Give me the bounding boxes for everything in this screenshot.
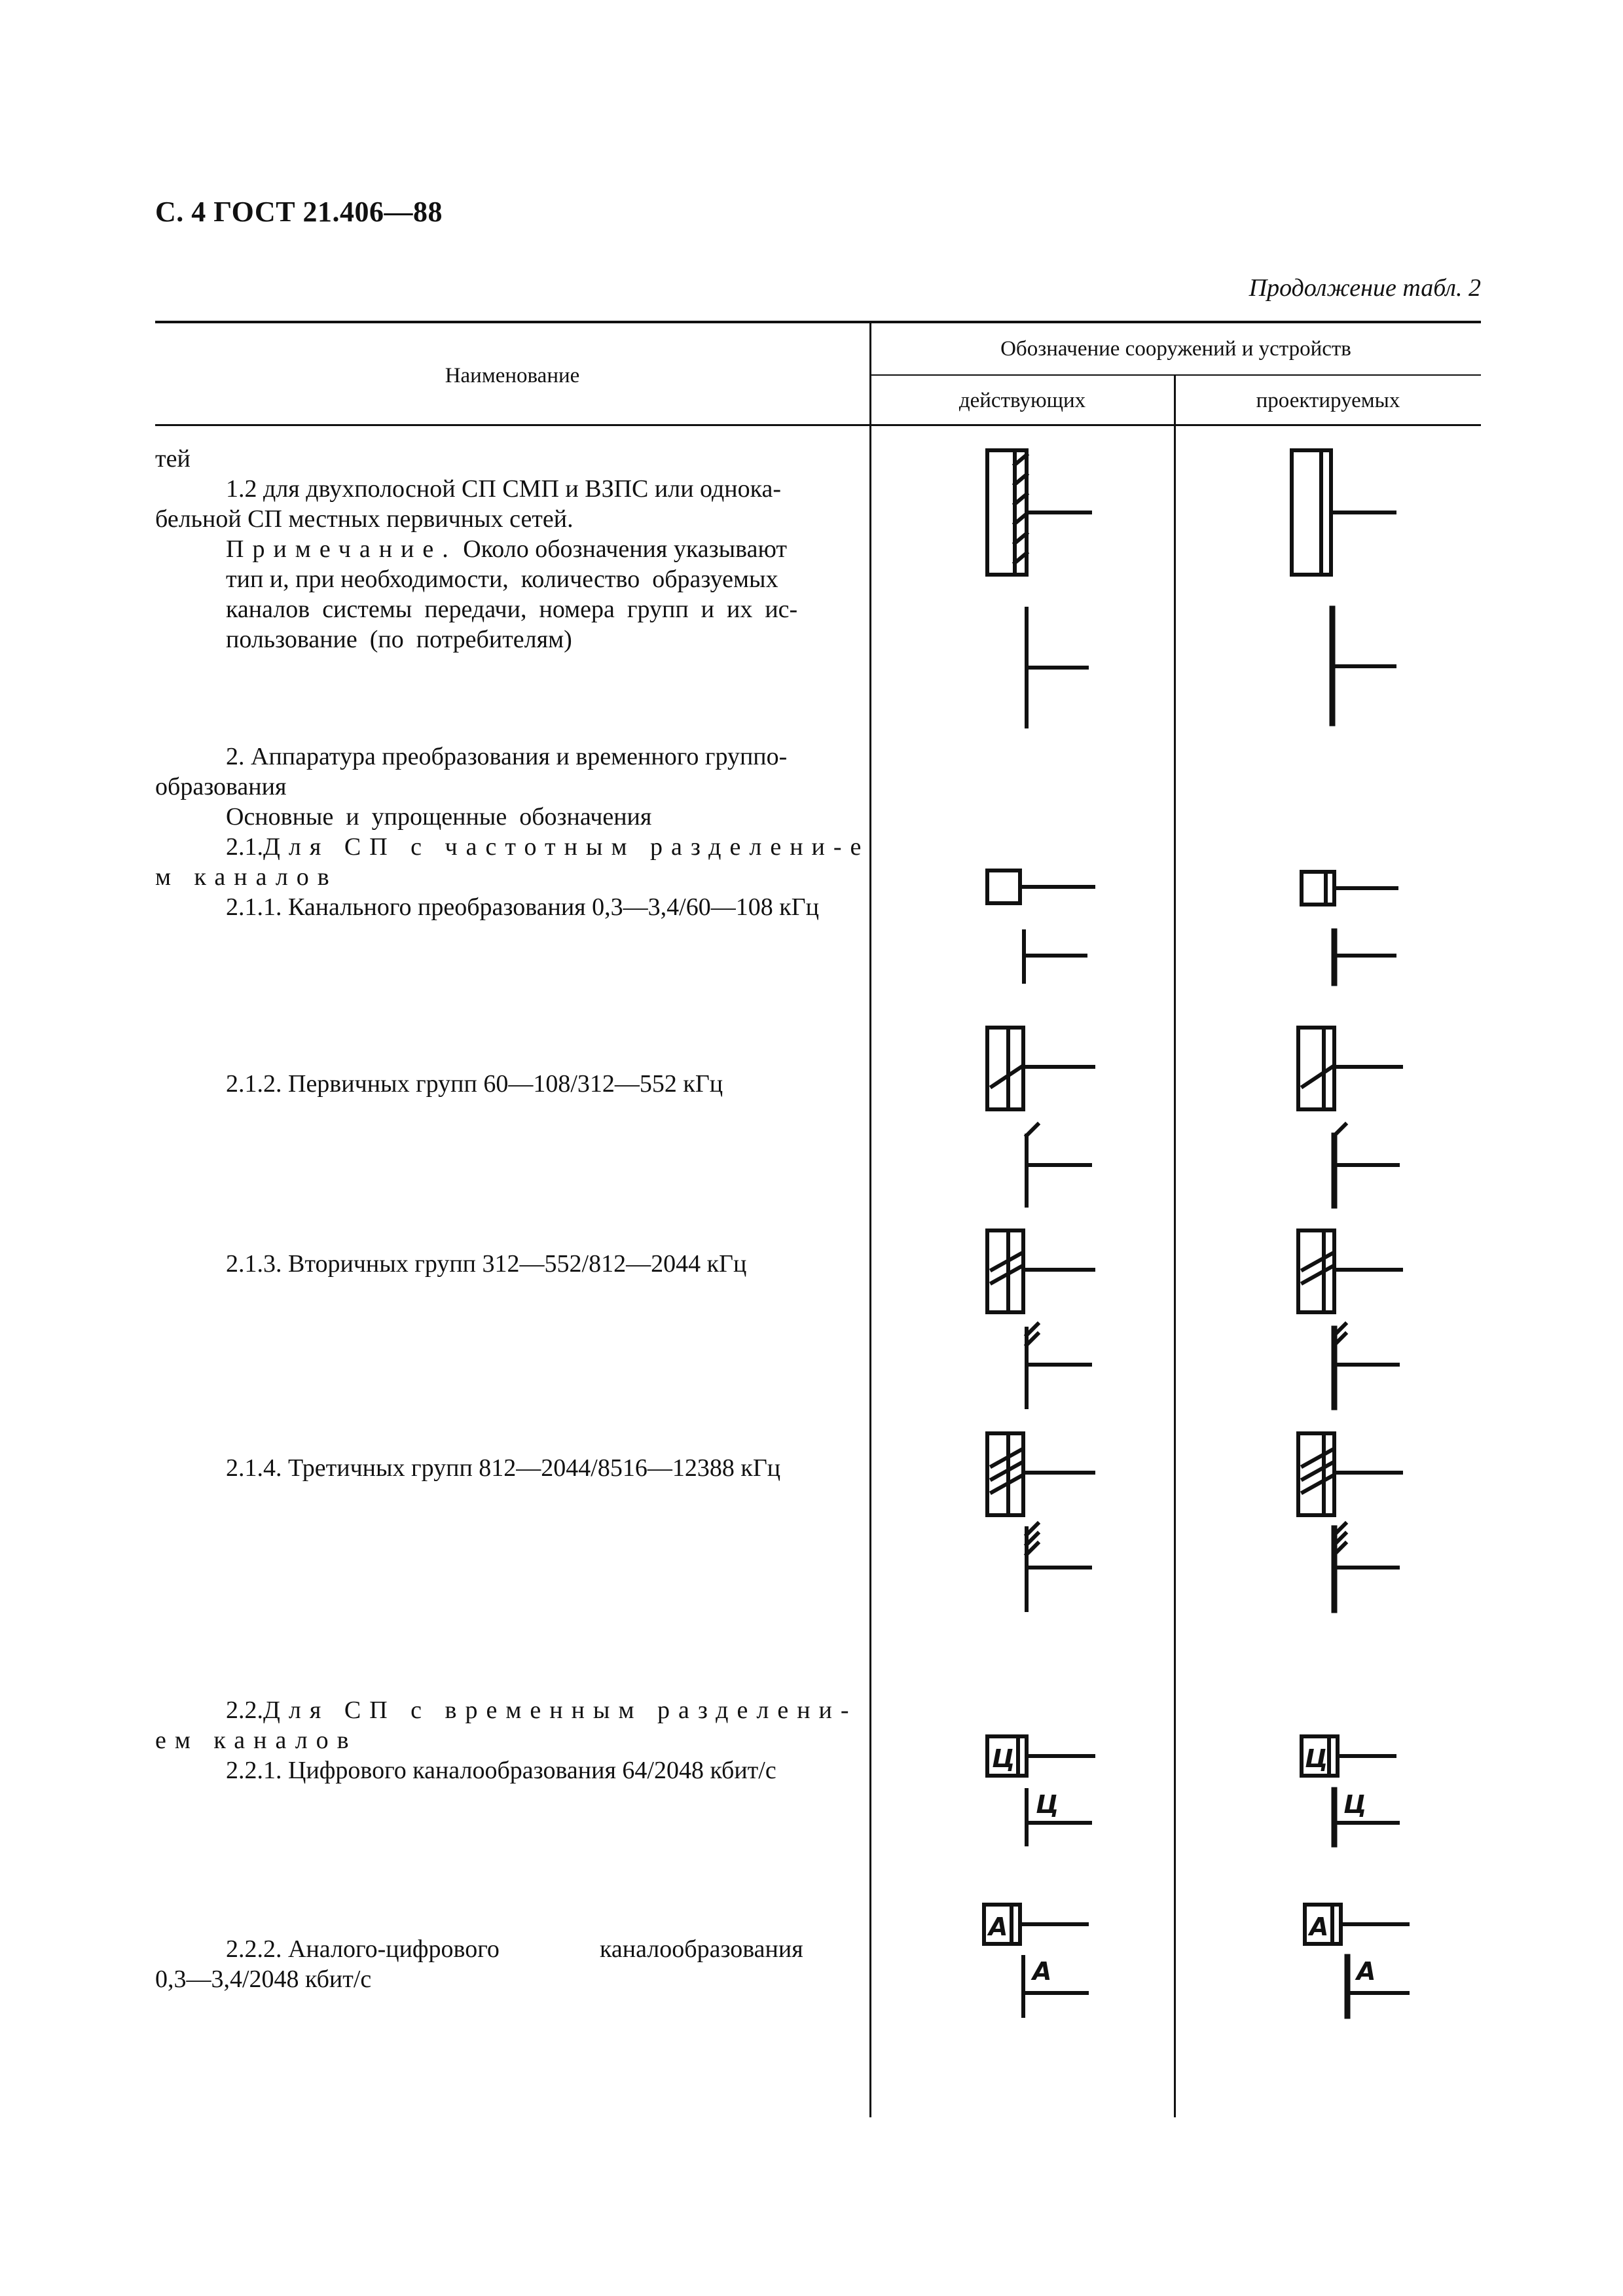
table-top-rule xyxy=(155,321,1481,323)
text-line: тей xyxy=(155,445,191,473)
analog-digital-simplified-planned xyxy=(1342,1954,1421,2026)
primary-group-symbol-existing xyxy=(985,1024,1103,1116)
text-line: м каналов xyxy=(155,863,338,891)
text-line: бельной СП местных первичных сетей. xyxy=(155,505,574,533)
channel-conversion-symbol-planned xyxy=(1300,864,1417,923)
note-line xyxy=(226,534,787,564)
symbol-letter: Ц xyxy=(992,1744,1015,1773)
tertiary-group-symbol-existing xyxy=(985,1430,1103,1522)
header-name: Наименование xyxy=(445,364,580,387)
table-column-divider-2 xyxy=(1174,376,1176,2117)
note-label: Примечание. xyxy=(226,535,457,563)
secondary-group-simplified-existing xyxy=(1021,1319,1100,1410)
table-header-bottom-rule xyxy=(155,424,1481,426)
section-number: 2.2. xyxy=(226,1696,263,1724)
primary-group-simplified-planned xyxy=(1329,1119,1408,1211)
secondary-group-symbol-planned xyxy=(1296,1227,1414,1319)
section-title: Для СП с частотным разделени-е xyxy=(263,833,870,861)
text-line: 1.2 для двухполосной СП СМП и ВЗПС или однока- xyxy=(226,475,782,503)
digital-channel-simplified-existing xyxy=(1021,1787,1100,1852)
text-line: 2.1.2. Первичных групп 60—108/312—552 кГц xyxy=(226,1070,723,1098)
duplex-system-simplified-planned xyxy=(1326,605,1404,730)
note-text: Около обозначения указывают xyxy=(456,535,787,563)
text-line: каналообразования xyxy=(600,1935,803,1963)
analog-digital-symbol-planned xyxy=(1303,1901,1421,1954)
text-line: тип и, при необходимости, количество образуемых xyxy=(226,565,778,593)
text-line: 2.2.1. Цифрового каналообразования 64/2048 кбит/с xyxy=(226,1757,776,1784)
text-line: 2. Аппаратура преобразования и временного группо- xyxy=(226,743,788,770)
channel-conversion-symbol-existing xyxy=(985,864,1103,923)
header-designation: Обозначение сооружений и устройств xyxy=(1000,337,1351,361)
text-line: 2.1.4. Третичных групп 812—2044/8516—12388 кГц xyxy=(226,1454,781,1482)
secondary-group-symbol-existing xyxy=(985,1227,1103,1319)
table-column-divider-1 xyxy=(869,321,871,2117)
section-heading xyxy=(226,1695,858,1725)
symbol-letter: А xyxy=(1309,1912,1329,1941)
symbol-letter: А xyxy=(989,1912,1008,1941)
symbol-letter: Ц xyxy=(1343,1790,1367,1819)
duplex-system-symbol-existing xyxy=(985,448,1103,579)
table-subheader-rule xyxy=(871,374,1481,376)
duplex-system-symbol-planned xyxy=(1290,448,1408,579)
text-line: пользование (по потребителям) xyxy=(226,626,572,653)
tertiary-group-simplified-existing xyxy=(1021,1518,1100,1613)
text-line: Основные и упрощенные обозначения xyxy=(226,803,652,831)
section-number: 2.1. xyxy=(226,833,263,861)
section-title: Для СП с временным разделени- xyxy=(263,1696,858,1724)
channel-conversion-simplified-planned xyxy=(1329,929,1408,988)
text-line: 0,3—3,4/2048 кбит/с xyxy=(155,1965,372,1993)
table-continuation-note: Продолжение табл. 2 xyxy=(1249,274,1481,302)
text-line: каналов системы передачи, номера групп и их ис- xyxy=(226,596,798,623)
text-line: образования xyxy=(155,773,287,800)
header-existing: действующих xyxy=(958,389,1086,412)
text-line: ем каналов xyxy=(155,1727,357,1754)
section-heading xyxy=(226,832,869,862)
page-header: С. 4 ГОСТ 21.406—88 xyxy=(155,196,443,228)
header-planned: проектируемых xyxy=(1256,389,1400,412)
duplex-system-simplified-existing xyxy=(1021,605,1100,730)
symbol-letter: Ц xyxy=(1036,1790,1059,1819)
channel-conversion-simplified-existing xyxy=(1020,929,1099,988)
primary-group-simplified-existing xyxy=(1021,1119,1100,1211)
text-line: 2.2.2. Аналого-цифрового xyxy=(226,1935,500,1963)
symbol-letter: Ц xyxy=(1305,1744,1328,1773)
primary-group-symbol-planned xyxy=(1296,1024,1414,1116)
symbol-letter: А xyxy=(1032,1957,1052,1986)
text-line: 2.1.1. Канального преобразования 0,3—3,4/60—108 кГц xyxy=(226,893,819,921)
text-line: 2.1.3. Вторичных групп 312—552/812—2044 кГц xyxy=(226,1250,747,1278)
tertiary-group-simplified-planned xyxy=(1329,1518,1408,1613)
secondary-group-simplified-planned xyxy=(1329,1319,1408,1410)
digital-channel-symbol-existing xyxy=(985,1733,1103,1785)
symbol-letter: А xyxy=(1357,1957,1376,1986)
tertiary-group-symbol-planned xyxy=(1296,1430,1414,1522)
digital-channel-simplified-planned xyxy=(1329,1787,1408,1852)
analog-digital-simplified-existing xyxy=(1018,1954,1097,2026)
analog-digital-symbol-existing xyxy=(982,1901,1100,1954)
digital-channel-symbol-planned xyxy=(1300,1733,1417,1785)
